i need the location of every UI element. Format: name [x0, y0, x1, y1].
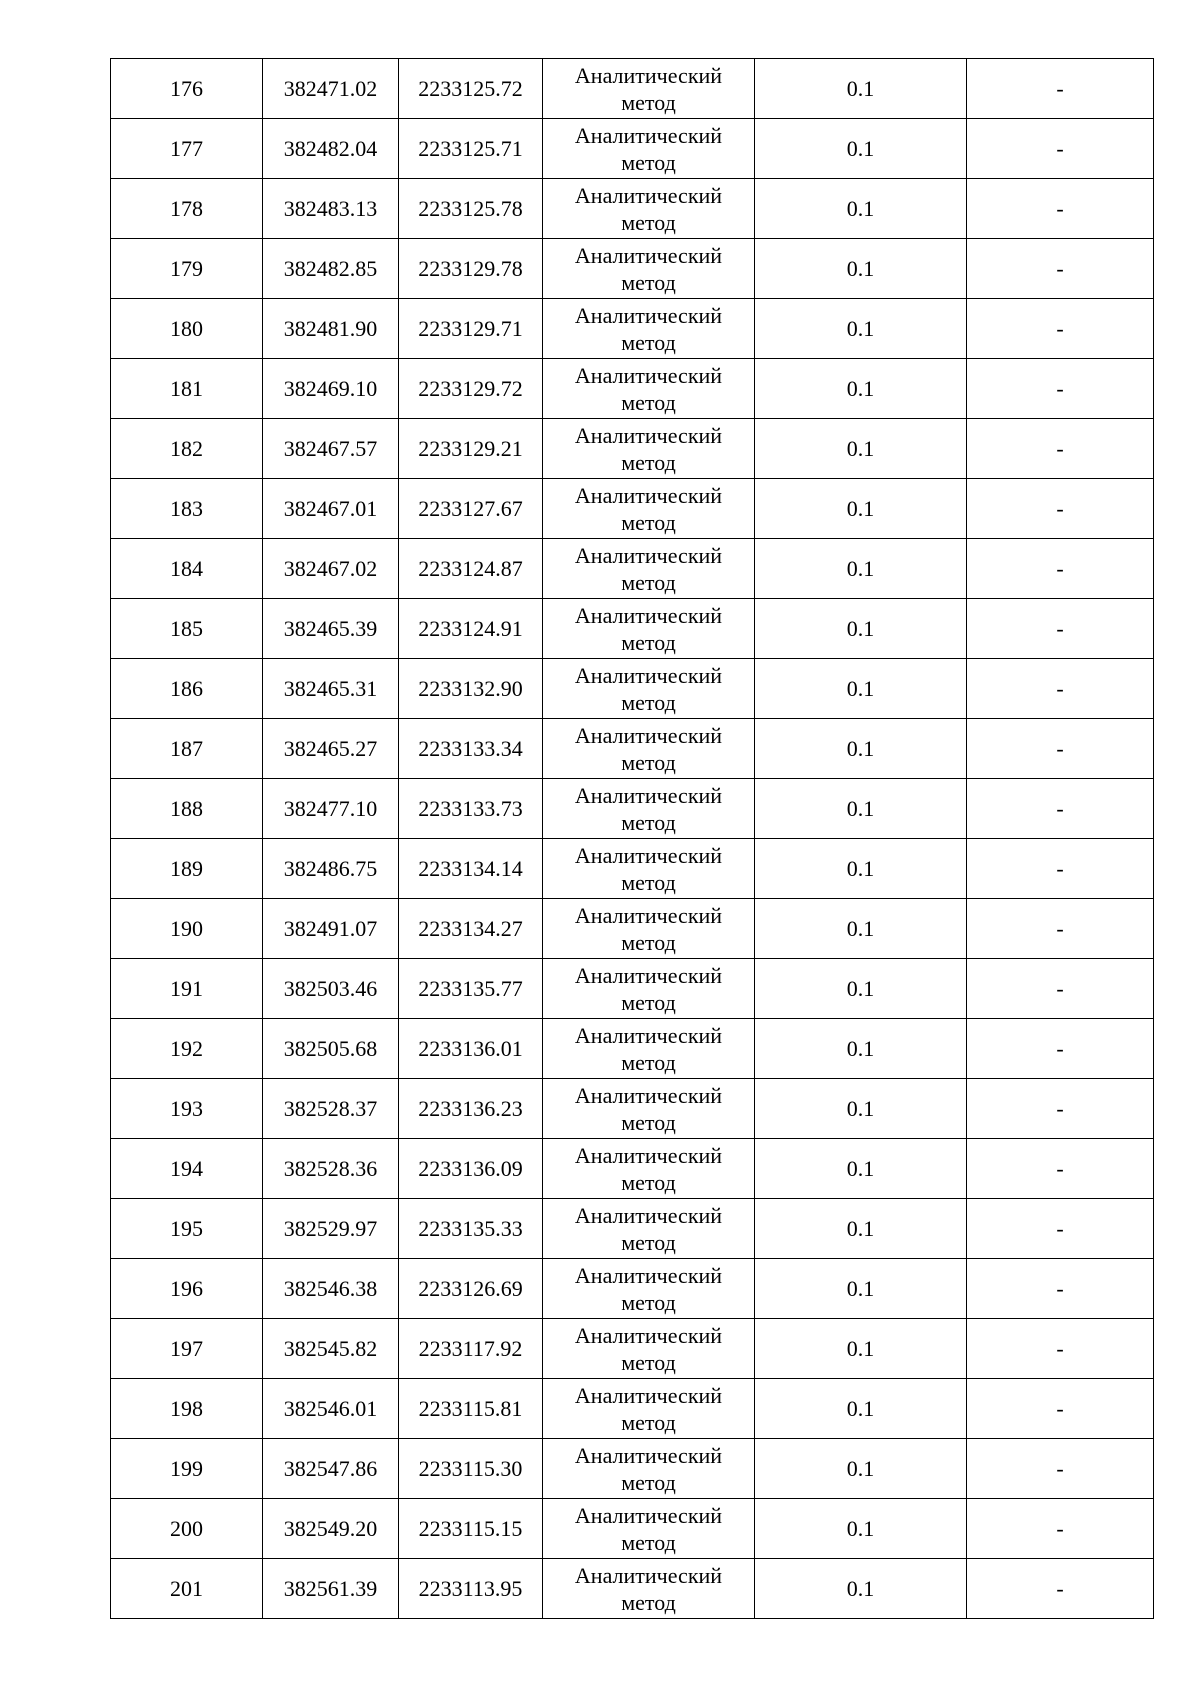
method-cell [543, 179, 755, 239]
note-cell: - [967, 359, 1154, 419]
note-cell: - [967, 1499, 1154, 1559]
y-coordinate-cell: 2233129.78 [399, 239, 543, 299]
note-cell: - [967, 119, 1154, 179]
accuracy-cell: 0.1 [755, 839, 967, 899]
accuracy-cell: 0.1 [755, 1019, 967, 1079]
x-coordinate-cell: 382503.46 [263, 959, 399, 1019]
method-cell [543, 1259, 755, 1319]
method-line-2: метод [621, 509, 676, 535]
table-row [111, 1499, 1154, 1559]
method-cell [543, 779, 755, 839]
note-cell: - [967, 779, 1154, 839]
accuracy-cell: 0.1 [755, 119, 967, 179]
method-line-2: метод [621, 869, 676, 895]
method-cell [543, 1319, 755, 1379]
method-line-2: метод [621, 1349, 676, 1375]
table-row [111, 779, 1154, 839]
point-number-cell: 186 [111, 659, 263, 719]
table-row [111, 839, 1154, 899]
note-cell: - [967, 59, 1154, 119]
x-coordinate-cell: 382547.86 [263, 1439, 399, 1499]
table-row [111, 599, 1154, 659]
method-line-1: Аналитический [574, 662, 723, 688]
method-line-2: метод [621, 689, 676, 715]
method-line-2: метод [621, 1109, 676, 1135]
y-coordinate-cell: 2233115.15 [399, 1499, 543, 1559]
table-row [111, 479, 1154, 539]
accuracy-cell: 0.1 [755, 359, 967, 419]
method-line-1: Аналитический [574, 1262, 723, 1288]
point-number-cell: 199 [111, 1439, 263, 1499]
method-cell [543, 1439, 755, 1499]
point-number-cell: 179 [111, 239, 263, 299]
method-line-1: Аналитический [574, 842, 723, 868]
point-number-cell: 193 [111, 1079, 263, 1139]
accuracy-cell: 0.1 [755, 1559, 967, 1619]
method-cell [543, 1199, 755, 1259]
y-coordinate-cell: 2233113.95 [399, 1559, 543, 1619]
table-row [111, 59, 1154, 119]
point-number-cell: 200 [111, 1499, 263, 1559]
x-coordinate-cell: 382505.68 [263, 1019, 399, 1079]
method-line-2: метод [621, 1409, 676, 1435]
table-row [111, 359, 1154, 419]
x-coordinate-cell: 382491.07 [263, 899, 399, 959]
x-coordinate-cell: 382546.38 [263, 1259, 399, 1319]
method-cell [543, 419, 755, 479]
method-cell [543, 599, 755, 659]
note-cell: - [967, 959, 1154, 1019]
method-line-2: метод [621, 1469, 676, 1495]
method-line-1: Аналитический [574, 242, 723, 268]
table-row [111, 1319, 1154, 1379]
method-cell [543, 839, 755, 899]
method-line-2: метод [621, 149, 676, 175]
method-cell [543, 1379, 755, 1439]
accuracy-cell: 0.1 [755, 899, 967, 959]
method-line-2: метод [621, 1169, 676, 1195]
method-cell [543, 959, 755, 1019]
method-cell [543, 899, 755, 959]
point-number-cell: 181 [111, 359, 263, 419]
table-row [111, 1259, 1154, 1319]
method-line-2: метод [621, 569, 676, 595]
note-cell: - [967, 1139, 1154, 1199]
y-coordinate-cell: 2233125.71 [399, 119, 543, 179]
method-cell [543, 239, 755, 299]
y-coordinate-cell: 2233134.27 [399, 899, 543, 959]
note-cell: - [967, 1559, 1154, 1619]
x-coordinate-cell: 382482.04 [263, 119, 399, 179]
x-coordinate-cell: 382528.37 [263, 1079, 399, 1139]
y-coordinate-cell: 2233126.69 [399, 1259, 543, 1319]
method-cell [543, 299, 755, 359]
y-coordinate-cell: 2233115.30 [399, 1439, 543, 1499]
method-cell [543, 659, 755, 719]
method-line-1: Аналитический [574, 962, 723, 988]
table-row [111, 1019, 1154, 1079]
x-coordinate-cell: 382481.90 [263, 299, 399, 359]
method-line-2: метод [621, 269, 676, 295]
point-number-cell: 176 [111, 59, 263, 119]
method-line-1: Аналитический [574, 782, 723, 808]
note-cell: - [967, 1379, 1154, 1439]
accuracy-cell: 0.1 [755, 1139, 967, 1199]
note-cell: - [967, 839, 1154, 899]
accuracy-cell: 0.1 [755, 599, 967, 659]
method-line-2: метод [621, 1049, 676, 1075]
accuracy-cell: 0.1 [755, 1439, 967, 1499]
accuracy-cell: 0.1 [755, 1379, 967, 1439]
point-number-cell: 188 [111, 779, 263, 839]
note-cell: - [967, 239, 1154, 299]
x-coordinate-cell: 382549.20 [263, 1499, 399, 1559]
method-line-2: метод [621, 329, 676, 355]
method-cell [543, 1019, 755, 1079]
note-cell: - [967, 1199, 1154, 1259]
method-line-2: метод [621, 989, 676, 1015]
y-coordinate-cell: 2233127.67 [399, 479, 543, 539]
method-line-1: Аналитический [574, 482, 723, 508]
method-line-1: Аналитический [574, 1562, 723, 1588]
note-cell: - [967, 599, 1154, 659]
x-coordinate-cell: 382486.75 [263, 839, 399, 899]
y-coordinate-cell: 2233124.87 [399, 539, 543, 599]
method-line-1: Аналитический [574, 722, 723, 748]
note-cell: - [967, 719, 1154, 779]
x-coordinate-cell: 382465.39 [263, 599, 399, 659]
accuracy-cell: 0.1 [755, 659, 967, 719]
y-coordinate-cell: 2233135.77 [399, 959, 543, 1019]
table-row [111, 1559, 1154, 1619]
note-cell: - [967, 1319, 1154, 1379]
method-line-1: Аналитический [574, 1142, 723, 1168]
point-number-cell: 185 [111, 599, 263, 659]
note-cell: - [967, 179, 1154, 239]
table-row [111, 299, 1154, 359]
table-row [111, 119, 1154, 179]
x-coordinate-cell: 382465.31 [263, 659, 399, 719]
method-line-1: Аналитический [574, 302, 723, 328]
y-coordinate-cell: 2233125.72 [399, 59, 543, 119]
accuracy-cell: 0.1 [755, 179, 967, 239]
method-line-2: метод [621, 89, 676, 115]
point-number-cell: 197 [111, 1319, 263, 1379]
method-line-1: Аналитический [574, 182, 723, 208]
x-coordinate-cell: 382467.57 [263, 419, 399, 479]
accuracy-cell: 0.1 [755, 1259, 967, 1319]
table-row [111, 419, 1154, 479]
table-row [111, 959, 1154, 1019]
accuracy-cell: 0.1 [755, 779, 967, 839]
point-number-cell: 201 [111, 1559, 263, 1619]
accuracy-cell: 0.1 [755, 419, 967, 479]
point-number-cell: 183 [111, 479, 263, 539]
method-line-2: метод [621, 1529, 676, 1555]
table-row [111, 1379, 1154, 1439]
x-coordinate-cell: 382545.82 [263, 1319, 399, 1379]
point-number-cell: 190 [111, 899, 263, 959]
method-line-2: метод [621, 629, 676, 655]
point-number-cell: 192 [111, 1019, 263, 1079]
y-coordinate-cell: 2233133.73 [399, 779, 543, 839]
x-coordinate-cell: 382469.10 [263, 359, 399, 419]
table-row [111, 539, 1154, 599]
method-cell [543, 1499, 755, 1559]
x-coordinate-cell: 382483.13 [263, 179, 399, 239]
point-number-cell: 198 [111, 1379, 263, 1439]
table-row [111, 1439, 1154, 1499]
method-line-1: Аналитический [574, 1322, 723, 1348]
method-line-1: Аналитический [574, 1382, 723, 1408]
note-cell: - [967, 899, 1154, 959]
method-cell [543, 1139, 755, 1199]
y-coordinate-cell: 2233125.78 [399, 179, 543, 239]
accuracy-cell: 0.1 [755, 719, 967, 779]
point-number-cell: 177 [111, 119, 263, 179]
table-row [111, 1199, 1154, 1259]
method-line-1: Аналитический [574, 1082, 723, 1108]
coordinates-table [110, 58, 1154, 1619]
method-line-2: метод [621, 1289, 676, 1315]
method-cell [543, 479, 755, 539]
note-cell: - [967, 1019, 1154, 1079]
table-row [111, 1139, 1154, 1199]
method-cell [543, 1559, 755, 1619]
method-line-2: метод [621, 209, 676, 235]
y-coordinate-cell: 2233129.71 [399, 299, 543, 359]
method-line-2: метод [621, 929, 676, 955]
y-coordinate-cell: 2233136.09 [399, 1139, 543, 1199]
table-row [111, 1079, 1154, 1139]
x-coordinate-cell: 382467.02 [263, 539, 399, 599]
table-row [111, 719, 1154, 779]
accuracy-cell: 0.1 [755, 1499, 967, 1559]
x-coordinate-cell: 382529.97 [263, 1199, 399, 1259]
note-cell: - [967, 299, 1154, 359]
method-cell [543, 539, 755, 599]
method-line-2: метод [621, 389, 676, 415]
method-cell [543, 119, 755, 179]
method-line-1: Аналитический [574, 1202, 723, 1228]
method-cell [543, 719, 755, 779]
x-coordinate-cell: 382482.85 [263, 239, 399, 299]
y-coordinate-cell: 2233129.72 [399, 359, 543, 419]
point-number-cell: 187 [111, 719, 263, 779]
x-coordinate-cell: 382467.01 [263, 479, 399, 539]
point-number-cell: 191 [111, 959, 263, 1019]
coordinates-table-body [111, 59, 1154, 1619]
point-number-cell: 182 [111, 419, 263, 479]
note-cell: - [967, 1079, 1154, 1139]
y-coordinate-cell: 2233129.21 [399, 419, 543, 479]
note-cell: - [967, 659, 1154, 719]
point-number-cell: 180 [111, 299, 263, 359]
accuracy-cell: 0.1 [755, 59, 967, 119]
point-number-cell: 184 [111, 539, 263, 599]
method-line-2: метод [621, 1589, 676, 1615]
point-number-cell: 189 [111, 839, 263, 899]
x-coordinate-cell: 382465.27 [263, 719, 399, 779]
method-line-1: Аналитический [574, 362, 723, 388]
note-cell: - [967, 539, 1154, 599]
accuracy-cell: 0.1 [755, 299, 967, 359]
table-row [111, 179, 1154, 239]
point-number-cell: 194 [111, 1139, 263, 1199]
method-line-1: Аналитический [574, 1502, 723, 1528]
accuracy-cell: 0.1 [755, 539, 967, 599]
table-row [111, 659, 1154, 719]
note-cell: - [967, 1439, 1154, 1499]
accuracy-cell: 0.1 [755, 239, 967, 299]
method-line-2: метод [621, 1229, 676, 1255]
y-coordinate-cell: 2233136.23 [399, 1079, 543, 1139]
y-coordinate-cell: 2233117.92 [399, 1319, 543, 1379]
method-line-1: Аналитический [574, 122, 723, 148]
table-row [111, 239, 1154, 299]
method-line-1: Аналитический [574, 542, 723, 568]
y-coordinate-cell: 2233135.33 [399, 1199, 543, 1259]
y-coordinate-cell: 2233136.01 [399, 1019, 543, 1079]
accuracy-cell: 0.1 [755, 479, 967, 539]
note-cell: - [967, 1259, 1154, 1319]
method-line-1: Аналитический [574, 902, 723, 928]
method-line-2: метод [621, 809, 676, 835]
accuracy-cell: 0.1 [755, 1319, 967, 1379]
x-coordinate-cell: 382477.10 [263, 779, 399, 839]
method-cell [543, 59, 755, 119]
note-cell: - [967, 419, 1154, 479]
point-number-cell: 178 [111, 179, 263, 239]
point-number-cell: 195 [111, 1199, 263, 1259]
method-line-1: Аналитический [574, 422, 723, 448]
method-line-1: Аналитический [574, 62, 723, 88]
method-line-2: метод [621, 749, 676, 775]
method-cell [543, 1079, 755, 1139]
method-line-2: метод [621, 449, 676, 475]
accuracy-cell: 0.1 [755, 959, 967, 1019]
x-coordinate-cell: 382561.39 [263, 1559, 399, 1619]
y-coordinate-cell: 2233124.91 [399, 599, 543, 659]
accuracy-cell: 0.1 [755, 1199, 967, 1259]
table-row [111, 899, 1154, 959]
accuracy-cell: 0.1 [755, 1079, 967, 1139]
method-line-1: Аналитический [574, 602, 723, 628]
y-coordinate-cell: 2233134.14 [399, 839, 543, 899]
y-coordinate-cell: 2233115.81 [399, 1379, 543, 1439]
method-line-1: Аналитический [574, 1442, 723, 1468]
x-coordinate-cell: 382528.36 [263, 1139, 399, 1199]
x-coordinate-cell: 382546.01 [263, 1379, 399, 1439]
method-line-1: Аналитический [574, 1022, 723, 1048]
method-cell [543, 359, 755, 419]
note-cell: - [967, 479, 1154, 539]
y-coordinate-cell: 2233132.90 [399, 659, 543, 719]
point-number-cell: 196 [111, 1259, 263, 1319]
y-coordinate-cell: 2233133.34 [399, 719, 543, 779]
x-coordinate-cell: 382471.02 [263, 59, 399, 119]
